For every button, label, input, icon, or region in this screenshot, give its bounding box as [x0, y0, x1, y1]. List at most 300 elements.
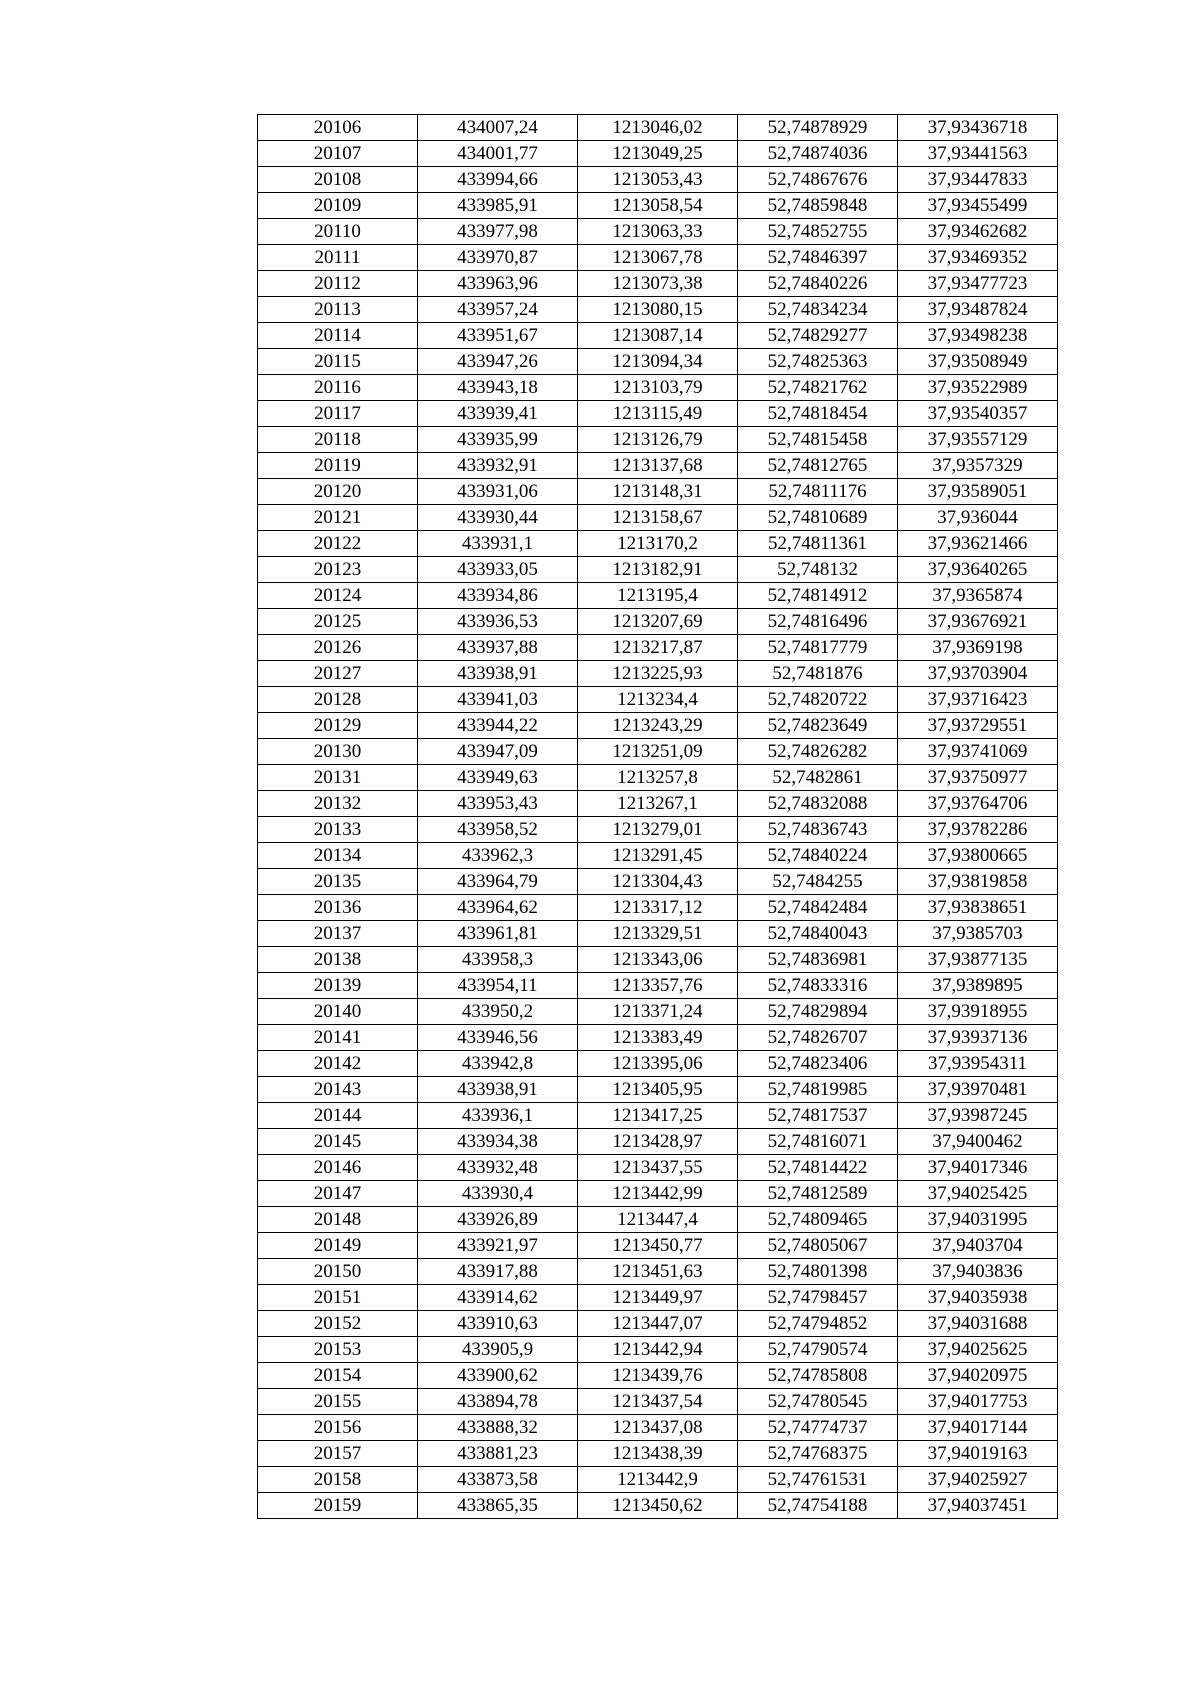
longitude-cell: 37,93764706 [898, 791, 1058, 817]
table-row [258, 739, 1058, 765]
x-coordinate-cell: 433962,3 [418, 843, 578, 869]
longitude-cell: 37,93782286 [898, 817, 1058, 843]
point-id-cell: 20147 [258, 1181, 418, 1207]
y-coordinate-cell: 1213257,8 [578, 765, 738, 791]
point-id-cell: 20115 [258, 349, 418, 375]
point-id-cell: 20129 [258, 713, 418, 739]
table-row [258, 1155, 1058, 1181]
latitude-cell: 52,74814912 [738, 583, 898, 609]
y-coordinate-cell: 1213437,54 [578, 1389, 738, 1415]
longitude-cell: 37,9369198 [898, 635, 1058, 661]
longitude-cell: 37,94025625 [898, 1337, 1058, 1363]
latitude-cell: 52,74811176 [738, 479, 898, 505]
y-coordinate-cell: 1213195,4 [578, 583, 738, 609]
latitude-cell: 52,74834234 [738, 297, 898, 323]
latitude-cell: 52,74805067 [738, 1233, 898, 1259]
y-coordinate-cell: 1213267,1 [578, 791, 738, 817]
x-coordinate-cell: 433947,26 [418, 349, 578, 375]
x-coordinate-cell: 433943,18 [418, 375, 578, 401]
x-coordinate-cell: 433873,58 [418, 1467, 578, 1493]
point-id-cell: 20140 [258, 999, 418, 1025]
x-coordinate-cell: 433932,91 [418, 453, 578, 479]
latitude-cell: 52,74774737 [738, 1415, 898, 1441]
table-row [258, 193, 1058, 219]
y-coordinate-cell: 1213046,02 [578, 115, 738, 141]
point-id-cell: 20117 [258, 401, 418, 427]
longitude-cell: 37,93676921 [898, 609, 1058, 635]
x-coordinate-cell: 433958,3 [418, 947, 578, 973]
longitude-cell: 37,93462682 [898, 219, 1058, 245]
longitude-cell: 37,93741069 [898, 739, 1058, 765]
table-row [258, 1129, 1058, 1155]
table-row [258, 999, 1058, 1025]
latitude-cell: 52,74829894 [738, 999, 898, 1025]
longitude-cell: 37,93819858 [898, 869, 1058, 895]
point-id-cell: 20133 [258, 817, 418, 843]
x-coordinate-cell: 433933,05 [418, 557, 578, 583]
latitude-cell: 52,7482861 [738, 765, 898, 791]
y-coordinate-cell: 1213395,06 [578, 1051, 738, 1077]
x-coordinate-cell: 433937,88 [418, 635, 578, 661]
table-row [258, 505, 1058, 531]
latitude-cell: 52,74821762 [738, 375, 898, 401]
latitude-cell: 52,74798457 [738, 1285, 898, 1311]
x-coordinate-cell: 433949,63 [418, 765, 578, 791]
table-row [258, 271, 1058, 297]
y-coordinate-cell: 1213291,45 [578, 843, 738, 869]
x-coordinate-cell: 433930,4 [418, 1181, 578, 1207]
table-row [258, 765, 1058, 791]
table-row [258, 141, 1058, 167]
table-row [258, 401, 1058, 427]
point-id-cell: 20158 [258, 1467, 418, 1493]
point-id-cell: 20152 [258, 1311, 418, 1337]
table-row [258, 1285, 1058, 1311]
point-id-cell: 20126 [258, 635, 418, 661]
x-coordinate-cell: 433935,99 [418, 427, 578, 453]
latitude-cell: 52,74817537 [738, 1103, 898, 1129]
y-coordinate-cell: 1213126,79 [578, 427, 738, 453]
point-id-cell: 20107 [258, 141, 418, 167]
table-row [258, 843, 1058, 869]
table-row [258, 661, 1058, 687]
point-id-cell: 20110 [258, 219, 418, 245]
table-row [258, 1181, 1058, 1207]
y-coordinate-cell: 1213182,91 [578, 557, 738, 583]
point-id-cell: 20142 [258, 1051, 418, 1077]
longitude-cell: 37,93750977 [898, 765, 1058, 791]
point-id-cell: 20128 [258, 687, 418, 713]
x-coordinate-cell: 433963,96 [418, 271, 578, 297]
x-coordinate-cell: 433936,53 [418, 609, 578, 635]
y-coordinate-cell: 1213063,33 [578, 219, 738, 245]
y-coordinate-cell: 1213437,08 [578, 1415, 738, 1441]
table-row [258, 1259, 1058, 1285]
table-row [258, 1051, 1058, 1077]
latitude-cell: 52,74816496 [738, 609, 898, 635]
latitude-cell: 52,74809465 [738, 1207, 898, 1233]
point-id-cell: 20124 [258, 583, 418, 609]
y-coordinate-cell: 1213437,55 [578, 1155, 738, 1181]
x-coordinate-cell: 433941,03 [418, 687, 578, 713]
y-coordinate-cell: 1213217,87 [578, 635, 738, 661]
y-coordinate-cell: 1213103,79 [578, 375, 738, 401]
longitude-cell: 37,9400462 [898, 1129, 1058, 1155]
latitude-cell: 52,74801398 [738, 1259, 898, 1285]
longitude-cell: 37,93877135 [898, 947, 1058, 973]
point-id-cell: 20149 [258, 1233, 418, 1259]
latitude-cell: 52,74823649 [738, 713, 898, 739]
longitude-cell: 37,93469352 [898, 245, 1058, 271]
table-row [258, 713, 1058, 739]
x-coordinate-cell: 433938,91 [418, 1077, 578, 1103]
y-coordinate-cell: 1213137,68 [578, 453, 738, 479]
point-id-cell: 20139 [258, 973, 418, 999]
point-id-cell: 20141 [258, 1025, 418, 1051]
latitude-cell: 52,74826707 [738, 1025, 898, 1051]
longitude-cell: 37,94025425 [898, 1181, 1058, 1207]
y-coordinate-cell: 1213439,76 [578, 1363, 738, 1389]
longitude-cell: 37,93703904 [898, 661, 1058, 687]
point-id-cell: 20122 [258, 531, 418, 557]
point-id-cell: 20151 [258, 1285, 418, 1311]
point-id-cell: 20132 [258, 791, 418, 817]
longitude-cell: 37,93800665 [898, 843, 1058, 869]
y-coordinate-cell: 1213383,49 [578, 1025, 738, 1051]
y-coordinate-cell: 1213049,25 [578, 141, 738, 167]
latitude-cell: 52,74812589 [738, 1181, 898, 1207]
table-row [258, 1363, 1058, 1389]
table-row [258, 895, 1058, 921]
table-row [258, 531, 1058, 557]
latitude-cell: 52,74823406 [738, 1051, 898, 1077]
x-coordinate-cell: 433934,38 [418, 1129, 578, 1155]
table-row [258, 167, 1058, 193]
x-coordinate-cell: 433865,35 [418, 1493, 578, 1519]
latitude-cell: 52,74820722 [738, 687, 898, 713]
latitude-cell: 52,74785808 [738, 1363, 898, 1389]
longitude-cell: 37,9403836 [898, 1259, 1058, 1285]
y-coordinate-cell: 1213447,07 [578, 1311, 738, 1337]
y-coordinate-cell: 1213357,76 [578, 973, 738, 999]
point-id-cell: 20118 [258, 427, 418, 453]
longitude-cell: 37,94031688 [898, 1311, 1058, 1337]
x-coordinate-cell: 433946,56 [418, 1025, 578, 1051]
x-coordinate-cell: 433905,9 [418, 1337, 578, 1363]
latitude-cell: 52,74840224 [738, 843, 898, 869]
point-id-cell: 20120 [258, 479, 418, 505]
latitude-cell: 52,74780545 [738, 1389, 898, 1415]
point-id-cell: 20109 [258, 193, 418, 219]
longitude-cell: 37,93455499 [898, 193, 1058, 219]
longitude-cell: 37,93508949 [898, 349, 1058, 375]
table-row [258, 375, 1058, 401]
latitude-cell: 52,74878929 [738, 115, 898, 141]
latitude-cell: 52,74836743 [738, 817, 898, 843]
latitude-cell: 52,74790574 [738, 1337, 898, 1363]
y-coordinate-cell: 1213058,54 [578, 193, 738, 219]
table-row [258, 479, 1058, 505]
point-id-cell: 20125 [258, 609, 418, 635]
x-coordinate-cell: 433931,1 [418, 531, 578, 557]
longitude-cell: 37,93937136 [898, 1025, 1058, 1051]
latitude-cell: 52,74842484 [738, 895, 898, 921]
y-coordinate-cell: 1213449,97 [578, 1285, 738, 1311]
table-row [258, 1415, 1058, 1441]
point-id-cell: 20159 [258, 1493, 418, 1519]
latitude-cell: 52,74836981 [738, 947, 898, 973]
table-row [258, 869, 1058, 895]
latitude-cell: 52,74815458 [738, 427, 898, 453]
longitude-cell: 37,94017144 [898, 1415, 1058, 1441]
table-row [258, 687, 1058, 713]
table-row [258, 453, 1058, 479]
x-coordinate-cell: 433934,86 [418, 583, 578, 609]
table-row [258, 1467, 1058, 1493]
latitude-cell: 52,74814422 [738, 1155, 898, 1181]
latitude-cell: 52,74833316 [738, 973, 898, 999]
latitude-cell: 52,74819985 [738, 1077, 898, 1103]
latitude-cell: 52,74754188 [738, 1493, 898, 1519]
latitude-cell: 52,74825363 [738, 349, 898, 375]
latitude-cell: 52,74811361 [738, 531, 898, 557]
y-coordinate-cell: 1213170,2 [578, 531, 738, 557]
x-coordinate-cell: 433936,1 [418, 1103, 578, 1129]
point-id-cell: 20119 [258, 453, 418, 479]
longitude-cell: 37,93540357 [898, 401, 1058, 427]
x-coordinate-cell: 433939,41 [418, 401, 578, 427]
y-coordinate-cell: 1213234,4 [578, 687, 738, 713]
longitude-cell: 37,93838651 [898, 895, 1058, 921]
x-coordinate-cell: 433947,09 [418, 739, 578, 765]
x-coordinate-cell: 433921,97 [418, 1233, 578, 1259]
y-coordinate-cell: 1213371,24 [578, 999, 738, 1025]
point-id-cell: 20157 [258, 1441, 418, 1467]
longitude-cell: 37,93498238 [898, 323, 1058, 349]
longitude-cell: 37,93477723 [898, 271, 1058, 297]
x-coordinate-cell: 433957,24 [418, 297, 578, 323]
latitude-cell: 52,74761531 [738, 1467, 898, 1493]
y-coordinate-cell: 1213243,29 [578, 713, 738, 739]
point-id-cell: 20143 [258, 1077, 418, 1103]
table-row [258, 635, 1058, 661]
table-row [258, 1077, 1058, 1103]
point-id-cell: 20144 [258, 1103, 418, 1129]
point-id-cell: 20127 [258, 661, 418, 687]
x-coordinate-cell: 433926,89 [418, 1207, 578, 1233]
x-coordinate-cell: 433914,62 [418, 1285, 578, 1311]
x-coordinate-cell: 433951,67 [418, 323, 578, 349]
point-id-cell: 20116 [258, 375, 418, 401]
longitude-cell: 37,93954311 [898, 1051, 1058, 1077]
longitude-cell: 37,93729551 [898, 713, 1058, 739]
y-coordinate-cell: 1213080,15 [578, 297, 738, 323]
longitude-cell: 37,94017753 [898, 1389, 1058, 1415]
point-id-cell: 20112 [258, 271, 418, 297]
longitude-cell: 37,93522989 [898, 375, 1058, 401]
latitude-cell: 52,74818454 [738, 401, 898, 427]
y-coordinate-cell: 1213405,95 [578, 1077, 738, 1103]
x-coordinate-cell: 434001,77 [418, 141, 578, 167]
table-row [258, 427, 1058, 453]
longitude-cell: 37,93987245 [898, 1103, 1058, 1129]
latitude-cell: 52,74840043 [738, 921, 898, 947]
longitude-cell: 37,9357329 [898, 453, 1058, 479]
x-coordinate-cell: 433910,63 [418, 1311, 578, 1337]
y-coordinate-cell: 1213451,63 [578, 1259, 738, 1285]
table-row [258, 817, 1058, 843]
y-coordinate-cell: 1213428,97 [578, 1129, 738, 1155]
y-coordinate-cell: 1213087,14 [578, 323, 738, 349]
longitude-cell: 37,93621466 [898, 531, 1058, 557]
longitude-cell: 37,9389895 [898, 973, 1058, 999]
table-row [258, 1389, 1058, 1415]
table-row [258, 1441, 1058, 1467]
longitude-cell: 37,93970481 [898, 1077, 1058, 1103]
x-coordinate-cell: 433944,22 [418, 713, 578, 739]
x-coordinate-cell: 433961,81 [418, 921, 578, 947]
y-coordinate-cell: 1213148,31 [578, 479, 738, 505]
table-row [258, 583, 1058, 609]
point-id-cell: 20150 [258, 1259, 418, 1285]
y-coordinate-cell: 1213053,43 [578, 167, 738, 193]
longitude-cell: 37,93447833 [898, 167, 1058, 193]
point-id-cell: 20145 [258, 1129, 418, 1155]
point-id-cell: 20123 [258, 557, 418, 583]
table-row [258, 791, 1058, 817]
latitude-cell: 52,74829277 [738, 323, 898, 349]
x-coordinate-cell: 433917,88 [418, 1259, 578, 1285]
y-coordinate-cell: 1213438,39 [578, 1441, 738, 1467]
x-coordinate-cell: 433888,32 [418, 1415, 578, 1441]
longitude-cell: 37,93918955 [898, 999, 1058, 1025]
point-id-cell: 20108 [258, 167, 418, 193]
latitude-cell: 52,7481876 [738, 661, 898, 687]
y-coordinate-cell: 1213417,25 [578, 1103, 738, 1129]
y-coordinate-cell: 1213067,78 [578, 245, 738, 271]
point-id-cell: 20106 [258, 115, 418, 141]
latitude-cell: 52,74812765 [738, 453, 898, 479]
table-row [258, 1337, 1058, 1363]
table-row [258, 973, 1058, 999]
longitude-cell: 37,9403704 [898, 1233, 1058, 1259]
point-id-cell: 20114 [258, 323, 418, 349]
longitude-cell: 37,94031995 [898, 1207, 1058, 1233]
y-coordinate-cell: 1213317,12 [578, 895, 738, 921]
x-coordinate-cell: 433950,2 [418, 999, 578, 1025]
y-coordinate-cell: 1213073,38 [578, 271, 738, 297]
point-id-cell: 20134 [258, 843, 418, 869]
y-coordinate-cell: 1213442,99 [578, 1181, 738, 1207]
table-row [258, 1311, 1058, 1337]
x-coordinate-cell: 433953,43 [418, 791, 578, 817]
latitude-cell: 52,74810689 [738, 505, 898, 531]
point-id-cell: 20135 [258, 869, 418, 895]
coordinates-table [257, 114, 1058, 1519]
table-row [258, 1103, 1058, 1129]
y-coordinate-cell: 1213447,4 [578, 1207, 738, 1233]
latitude-cell: 52,74859848 [738, 193, 898, 219]
point-id-cell: 20113 [258, 297, 418, 323]
table-row [258, 947, 1058, 973]
point-id-cell: 20153 [258, 1337, 418, 1363]
latitude-cell: 52,74867676 [738, 167, 898, 193]
longitude-cell: 37,94025927 [898, 1467, 1058, 1493]
x-coordinate-cell: 433994,66 [418, 167, 578, 193]
x-coordinate-cell: 433900,62 [418, 1363, 578, 1389]
latitude-cell: 52,74840226 [738, 271, 898, 297]
table-row [258, 297, 1058, 323]
longitude-cell: 37,94019163 [898, 1441, 1058, 1467]
longitude-cell: 37,9365874 [898, 583, 1058, 609]
latitude-cell: 52,74768375 [738, 1441, 898, 1467]
latitude-cell: 52,74817779 [738, 635, 898, 661]
x-coordinate-cell: 433964,79 [418, 869, 578, 895]
longitude-cell: 37,94035938 [898, 1285, 1058, 1311]
y-coordinate-cell: 1213207,69 [578, 609, 738, 635]
x-coordinate-cell: 433881,23 [418, 1441, 578, 1467]
longitude-cell: 37,93487824 [898, 297, 1058, 323]
x-coordinate-cell: 433964,62 [418, 895, 578, 921]
point-id-cell: 20155 [258, 1389, 418, 1415]
x-coordinate-cell: 433938,91 [418, 661, 578, 687]
latitude-cell: 52,74794852 [738, 1311, 898, 1337]
latitude-cell: 52,74852755 [738, 219, 898, 245]
longitude-cell: 37,94020975 [898, 1363, 1058, 1389]
x-coordinate-cell: 434007,24 [418, 115, 578, 141]
table-row [258, 1233, 1058, 1259]
y-coordinate-cell: 1213158,67 [578, 505, 738, 531]
point-id-cell: 20148 [258, 1207, 418, 1233]
latitude-cell: 52,74826282 [738, 739, 898, 765]
table-row [258, 323, 1058, 349]
point-id-cell: 20136 [258, 895, 418, 921]
longitude-cell: 37,936044 [898, 505, 1058, 531]
y-coordinate-cell: 1213442,94 [578, 1337, 738, 1363]
longitude-cell: 37,9385703 [898, 921, 1058, 947]
latitude-cell: 52,7484255 [738, 869, 898, 895]
point-id-cell: 20137 [258, 921, 418, 947]
point-id-cell: 20131 [258, 765, 418, 791]
point-id-cell: 20111 [258, 245, 418, 271]
y-coordinate-cell: 1213094,34 [578, 349, 738, 375]
longitude-cell: 37,93436718 [898, 115, 1058, 141]
point-id-cell: 20138 [258, 947, 418, 973]
x-coordinate-cell: 433958,52 [418, 817, 578, 843]
table-row [258, 921, 1058, 947]
x-coordinate-cell: 433894,78 [418, 1389, 578, 1415]
y-coordinate-cell: 1213115,49 [578, 401, 738, 427]
longitude-cell: 37,93589051 [898, 479, 1058, 505]
table-row [258, 115, 1058, 141]
table-row [258, 1025, 1058, 1051]
x-coordinate-cell: 433930,44 [418, 505, 578, 531]
x-coordinate-cell: 433932,48 [418, 1155, 578, 1181]
latitude-cell: 52,74874036 [738, 141, 898, 167]
y-coordinate-cell: 1213450,77 [578, 1233, 738, 1259]
y-coordinate-cell: 1213304,43 [578, 869, 738, 895]
latitude-cell: 52,74816071 [738, 1129, 898, 1155]
table-row [258, 245, 1058, 271]
point-id-cell: 20130 [258, 739, 418, 765]
y-coordinate-cell: 1213343,06 [578, 947, 738, 973]
table-row [258, 219, 1058, 245]
y-coordinate-cell: 1213279,01 [578, 817, 738, 843]
y-coordinate-cell: 1213251,09 [578, 739, 738, 765]
latitude-cell: 52,748132 [738, 557, 898, 583]
point-id-cell: 20146 [258, 1155, 418, 1181]
longitude-cell: 37,94017346 [898, 1155, 1058, 1181]
